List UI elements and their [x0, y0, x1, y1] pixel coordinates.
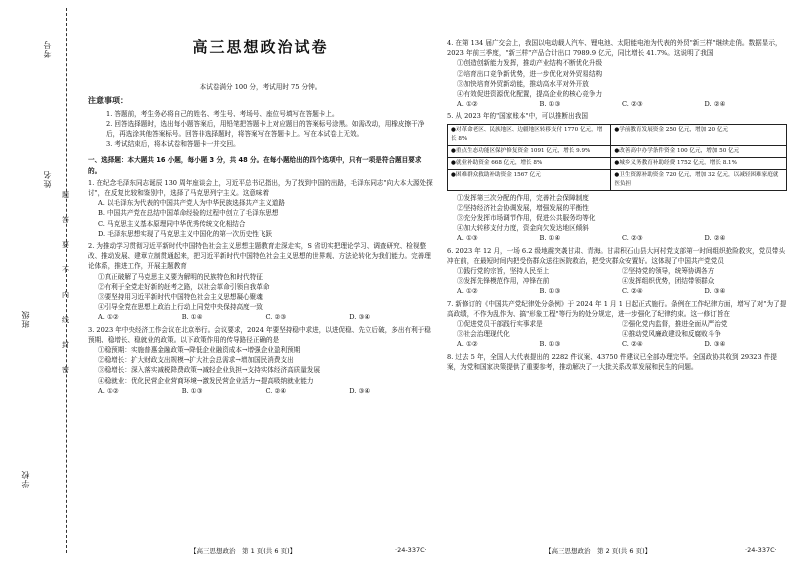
question-stem: 7. 新修订的《中国共产党纪律处分条例》于 2024 年 1 月 1 日起正式施行。条例在工作纪律方面，增写了对"为了提高政绩，不作为乱作为、搞"形象工程"等行为的处分规定，进一步强化了纪律约束。这一修订旨在 — [447, 299, 787, 318]
question-stem: 1. 在纪念毛泽东同志诞辰 130 周年座谈会上，习近平总书记指出，为了找到中国的出路，毛泽东同志"向大本大源处探讨"，在反复比较和鉴别中，选择了马克思列宁主义。这意味着 — [88, 178, 433, 198]
statement-item: ①促进党员干部践行实事求是 — [457, 320, 543, 329]
answer-choices — [88, 312, 433, 322]
choice: B. ①④ — [181, 313, 203, 322]
statement-item: ③要坚持用习近平新时代中国特色社会主义思想凝心聚魂 — [98, 293, 263, 302]
binding-margin — [0, 0, 72, 561]
choice: D. ②④ — [704, 100, 726, 109]
table-cell: ●学前教育发展资金 250 亿元，增加 20 亿元 — [611, 124, 787, 145]
statement-item: ②强化党内监督，推进全面从严治党 — [622, 320, 728, 329]
footer-right: 【高三思想政治 第 2 页(共 6 页)】 — [545, 547, 652, 555]
answer-choices — [88, 386, 433, 396]
choice: C. ②④ — [622, 340, 643, 349]
question-stem: 5. 从 2023 年的"国家账本"中，可以推断出我国 — [447, 112, 588, 121]
section-heading: 一、选择题：本大题共 16 小题，每小题 3 分，共 48 分。在每小题给出的四个选项中，只有一项是符合题目要求的。 — [88, 156, 422, 175]
table-row — [448, 157, 787, 169]
seal-char: 不 — [62, 266, 69, 274]
table-row — [448, 169, 787, 190]
statement-item: ④稳就业：优化民营企业营商环境→激发民营企业活力→提高吸纳就业能力 — [98, 376, 314, 385]
statement-pair — [447, 319, 787, 329]
note-item: 3. 考试结束后，将本试卷和答题卡一并交回。 — [106, 140, 240, 149]
budget-table — [447, 124, 787, 191]
option: B. 中国共产党在总结中国革命经验的过程中创立了毛泽东思想 — [98, 209, 279, 218]
choice: C. ②③ — [622, 234, 643, 243]
right-column — [447, 36, 787, 372]
table-row — [448, 124, 787, 145]
choice: D. ②④ — [704, 234, 726, 243]
notes-title: 注意事项： — [88, 96, 128, 106]
choice: A. ①② — [457, 287, 478, 296]
seal-char: 线 — [62, 316, 69, 324]
question-stem: 3. 2023 年中央经济工作会议在北京举行。会议要求，2024 年要坚持稳中求进，以进促稳、先立后破，多出有利于稳预期、稳增长、稳就业的政策。以下政策作用的传导路径正确的是 — [88, 325, 431, 344]
exam-number-label: 考号 — [43, 40, 52, 58]
choice: B. ①③ — [539, 100, 561, 109]
choice: A. ①② — [457, 100, 478, 109]
statement-item: ③稳增长：深入落实减税降费政策→减轻企业负担→支持实体经济高质量发展 — [98, 366, 321, 375]
statement-item: ②坚持经济社会协调发展，增强发展的平衡性 — [457, 203, 589, 212]
choice: B. ①③ — [539, 287, 561, 296]
statement-item: ①真正破解了马克思主义要为解明的民族特色和时代特征 — [98, 272, 263, 281]
statement-item: ③发挥先锋模范作用，冲锋在前 — [457, 277, 550, 286]
seal-char: 要 — [62, 241, 69, 249]
question-8 — [447, 352, 787, 372]
footer-left: 【高三思想政治 第 1 页(共 6 页)】 — [190, 547, 297, 555]
option: D. 毛泽东思想实现了马克思主义中国化的第一次历史性飞跃 — [98, 229, 273, 238]
question-7 — [447, 299, 787, 350]
table-cell: ●重点生态功能区保护修复资金 1091 亿元，增长 9.9% — [448, 145, 611, 157]
choice: D. ③④ — [349, 386, 371, 395]
choice: D. ③④ — [704, 287, 726, 296]
binding-dashed-line — [66, 8, 67, 553]
question-stem: 2. 为推动学习贯彻习近平新时代中国特色社会主义思想主题教育走深走实，S 省切实把理论学习、调查研究、检视整改、推动发展、建章立制贯通起来，把习近平新时代中国特色社会主义思想的世界观、方法论转化为我们能力。完善理论体系，推进工作，开展主题教育 — [88, 242, 431, 271]
answer-choices — [447, 339, 787, 349]
option: A. 以毛泽东为代表的中国共产党人为中华民族选择共产主义道路 — [98, 199, 285, 208]
choice: D. ③④ — [349, 313, 371, 322]
choice: C. ②③ — [265, 313, 287, 322]
statement-item: ④加大转移支付力度，资金向欠发达地区倾斜 — [457, 224, 589, 233]
left-column — [88, 30, 433, 396]
choice: A. ①② — [98, 386, 119, 395]
statement-item: ②培育出口竞争新优势，进一步优化对外贸易结构 — [457, 69, 603, 78]
school-label: 学校 — [21, 470, 30, 488]
question-4 — [447, 38, 787, 109]
question-stem: 8. 过去 5 年，全国人大代表提出的 2282 件议案、43750 件建议已全部办理完毕。全国政协共收到 29323 件提案，为党和国家决策提供了重要参考，推动解决了一大批关系改革发展和民生的问题。 — [447, 352, 777, 371]
statement-item: ①发挥第三次分配的作用，完善社会保障制度 — [457, 193, 589, 202]
statement-item: ②有利于全党走好新的赶考之路，以社会革命引领自我革命 — [98, 282, 270, 291]
statement-pair — [447, 276, 787, 286]
answer-choices — [447, 99, 787, 109]
seal-char: 题 — [62, 191, 69, 199]
table-cell: ●城乡义务教育补助经费 1752 亿元，增长 8.1% — [611, 157, 787, 169]
statement-item: ④引导全党在思想上政治上行动上同党中央保持高度一致 — [98, 303, 263, 312]
seal-char: 密 — [62, 366, 69, 374]
statement-item: ④发挥组织优势，团结带领群众 — [622, 277, 715, 286]
choice: B. ①④ — [539, 234, 561, 243]
question-stem: 4. 在第 134 届广交会上，我国以电动载人汽车、锂电池、太阳能电池为代表的外贸"新三样"继续走俏。数据显示，2023 年前三季度，"新三样"产品合计出口 7989.9 亿元，同比增长 41.7%。这说明了我国 — [447, 39, 782, 58]
statement-item: ①稳预期：实施普惠金融政策→降低企业融资成本→增强企业盈利预期 — [98, 346, 301, 355]
statement-item: ②稳增长：扩大财政支出规模→扩大社会总需求→增加国民消费支出 — [98, 356, 294, 365]
choice: A. ①② — [98, 313, 119, 322]
choice: C. ②③ — [622, 100, 643, 109]
choice: D. ③④ — [704, 340, 726, 349]
paper-title: 高三思想政治试卷 — [192, 38, 329, 56]
table-cell: ●困难群众救助补助资金 1567 亿元 — [448, 169, 611, 190]
answer-choices — [447, 233, 787, 243]
question-3 — [88, 325, 433, 396]
question-5 — [447, 111, 787, 243]
table-row — [448, 145, 787, 157]
choice: C. ②④ — [622, 287, 643, 296]
table-cell: ●卫生资源补助资金 720 亿元，增加 32 亿元，以减轻困难家庭就医负担 — [611, 169, 787, 190]
statement-item: ④推动党风廉政建设和反腐败斗争 — [622, 330, 721, 339]
statement-item: ④有效促进资源优化配置，提高企业的核心竞争力 — [457, 90, 603, 99]
question-2 — [88, 241, 433, 323]
choice: A. ①③ — [457, 234, 478, 243]
class-label: 班级 — [21, 310, 30, 328]
statement-pair — [447, 266, 787, 276]
statement-item: ①践行党的宗旨，坚持人民至上 — [457, 267, 550, 276]
choice: A. ①② — [457, 340, 478, 349]
choice: B. ①③ — [181, 386, 203, 395]
question-6 — [447, 246, 787, 297]
footer-left-code: ·24-337C· — [395, 546, 427, 554]
seal-char: 内 — [62, 291, 69, 299]
statement-pair — [447, 329, 787, 339]
question-1 — [88, 178, 433, 239]
note-item: 1. 答题前，考生务必将自己的姓名、考生号、考场号、座位号填写在答题卡上。 — [106, 109, 339, 118]
seal-char: 答 — [62, 216, 69, 224]
statement-item: ②坚持党的领导，统筹协调各方 — [622, 267, 715, 276]
question-stem: 6. 2023 年 12 月，一场 6.2 级地震突袭甘肃、青海。甘肃积石山县大河村党支部第一时间组织抢险救灾，党员带头冲在前，在最短时间内把受伤群众送往医院救治，把受灾群众安置好。这体现了中国共产党党员 — [447, 246, 786, 265]
choice: B. ①③ — [539, 340, 561, 349]
footer-right-code: ·24-337C· — [745, 546, 777, 554]
note-item: 2. 回答选择题时，选出每小题答案后，用铅笔把答题卡上对应题目的答案标号涂黑。如需改动，用橡皮擦干净后，再选涂其他答案标号。回答非选择题时，将答案写在答题卡上。写在本试卷上无效。 — [106, 119, 425, 139]
table-cell: ●对革命老区、民族地区、边疆地区转移支付 1770 亿元，增长 8% — [448, 124, 611, 145]
name-label: 姓名 — [43, 170, 52, 188]
seal-char: 封 — [62, 341, 69, 349]
statement-item: ①创造创新能力发挥，推动产业结构不断优化升级 — [457, 59, 603, 68]
table-cell: ●就业补助资金 668 亿元，增长 8% — [448, 157, 611, 169]
option: C. 马克思主义基本原理同中华优秀传统文化相结合 — [98, 219, 246, 228]
statement-item: ③充分发挥市场调节作用，促进公共服务均等化 — [457, 214, 596, 223]
statement-item: ③加快培育外贸新动能，推动高水平对外开放 — [457, 79, 589, 88]
answer-choices — [447, 286, 787, 296]
statement-item: ③社会治理现代化 — [457, 330, 510, 339]
table-cell: ●改善高中办学条件资金 100 亿元，增加 50 亿元 — [611, 145, 787, 157]
score-info: 本试卷满分 100 分，考试用时 75 分钟。 — [199, 83, 322, 92]
choice: C. ②④ — [265, 386, 287, 395]
